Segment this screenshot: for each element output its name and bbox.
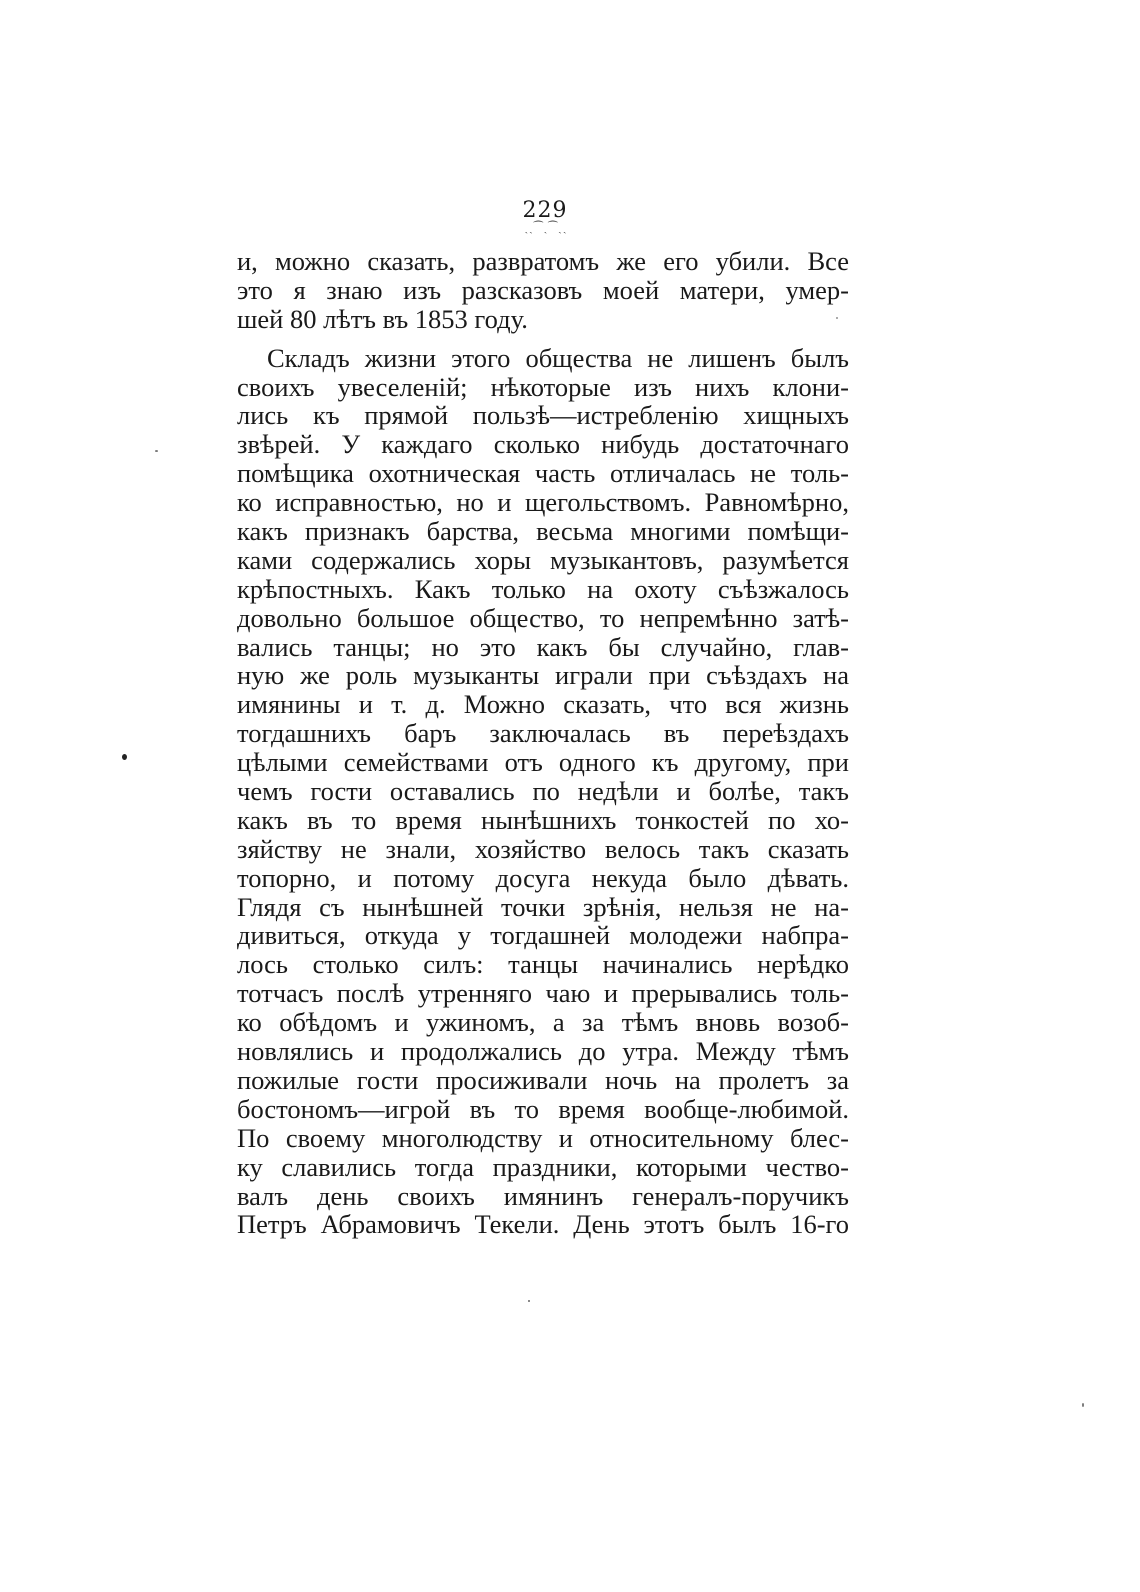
scan-speck	[528, 1300, 530, 1302]
text-line: ную же роль музыканты играли при съѣздахъ на	[237, 660, 849, 691]
text-line: ко обѣдомъ и ужиномъ, а за тѣмъ вновь возоб-	[237, 1007, 849, 1038]
text-line: бостономъ—игрой въ то время вообще-любимой.	[237, 1093, 849, 1124]
text-line: звѣрей. У каждаго сколько нибудь достаточнаго	[237, 429, 849, 460]
text-line: лось столько силъ: танцы начинались нерѣдко	[237, 949, 849, 980]
text-line: помѣщика охотническая часть отличалась не толь-	[237, 458, 849, 489]
scan-speck	[155, 450, 158, 452]
text-line: своихъ увеселеній; нѣкоторые изъ нихъ клони-	[237, 371, 849, 402]
text-line: зяйству не знали, хозяйство велось такъ сказать	[237, 833, 849, 864]
text-line: ками содержались хоры музыкантовъ, разумѣется	[237, 544, 849, 575]
text-line: довольно большое общество, то непремѣнно затѣ-	[237, 602, 849, 633]
text-line: это я знаю изъ разсказовъ моей матери, умер-	[237, 274, 849, 305]
text-line: какъ признакъ барства, весьма многими помѣщи-	[237, 516, 849, 547]
text-line: чемъ гости оставались по недѣли и болѣе, такъ	[237, 776, 849, 807]
paragraph-2	[237, 344, 849, 1240]
text-line: вались танцы; но это какъ бы случайно, глав-	[237, 631, 849, 662]
text-line: какъ въ то время нынѣшнихъ тонкостей по хо-	[237, 804, 849, 835]
text-line: шей 80 лѣтъ въ 1853 году.	[237, 303, 528, 334]
text-line: По своему многолюдству и относительному блес-	[237, 1122, 849, 1153]
page-number: 229	[522, 198, 568, 223]
text-line: и, можно сказать, развратомъ же его убили. Все	[237, 246, 849, 276]
scan-speck	[836, 317, 838, 319]
text-line: тогдашнихъ баръ заключалась въ переѣздахъ	[237, 718, 849, 749]
text-line: ко исправностью, но и щегольствомъ. Равномѣрно,	[237, 487, 849, 518]
page-number-ornament: ˏˎ⁀ˎ⁀ˎˏ	[524, 221, 568, 234]
text-line: новлялись и продолжались до утра. Между тѣмъ	[237, 1036, 849, 1067]
text-line: тотчасъ послѣ утренняго чаю и прерывались толь-	[237, 978, 849, 1009]
text-line: лись къ прямой пользѣ—истребленію хищныхъ	[237, 400, 849, 431]
text-line: валъ день своихъ имянинъ генералъ-поручикъ	[237, 1180, 849, 1211]
text-line: Петръ Абрамовичъ Текели. День этотъ былъ 16-го	[237, 1209, 849, 1240]
text-line: Глядя съ нынѣшней точки зрѣнія, нельзя не на-	[237, 891, 849, 922]
scan-speck	[1082, 1403, 1084, 1407]
body-text	[237, 247, 849, 1239]
text-line: цѣлыми семействами отъ одного къ другому, при	[237, 747, 849, 778]
text-line: ку славились тогда праздники, которыми чество-	[237, 1151, 849, 1182]
text-line: крѣпостныхъ. Какъ только на охоту съѣзжалось	[237, 573, 849, 604]
text-line: пожилые гости просиживали ночь на пролетъ за	[237, 1064, 849, 1095]
text-line: имянины и т. д. Можно сказать, что вся жизнь	[237, 689, 849, 720]
paragraph-1	[237, 247, 849, 334]
text-line: топорно, и потому досуга некуда было дѣвать.	[237, 862, 849, 893]
text-line: Складъ жизни этого общества не лишенъ былъ	[267, 342, 849, 373]
text-line: дивиться, откуда у тогдашней молодежи набпра-	[237, 920, 849, 951]
scan-speck	[122, 754, 127, 760]
